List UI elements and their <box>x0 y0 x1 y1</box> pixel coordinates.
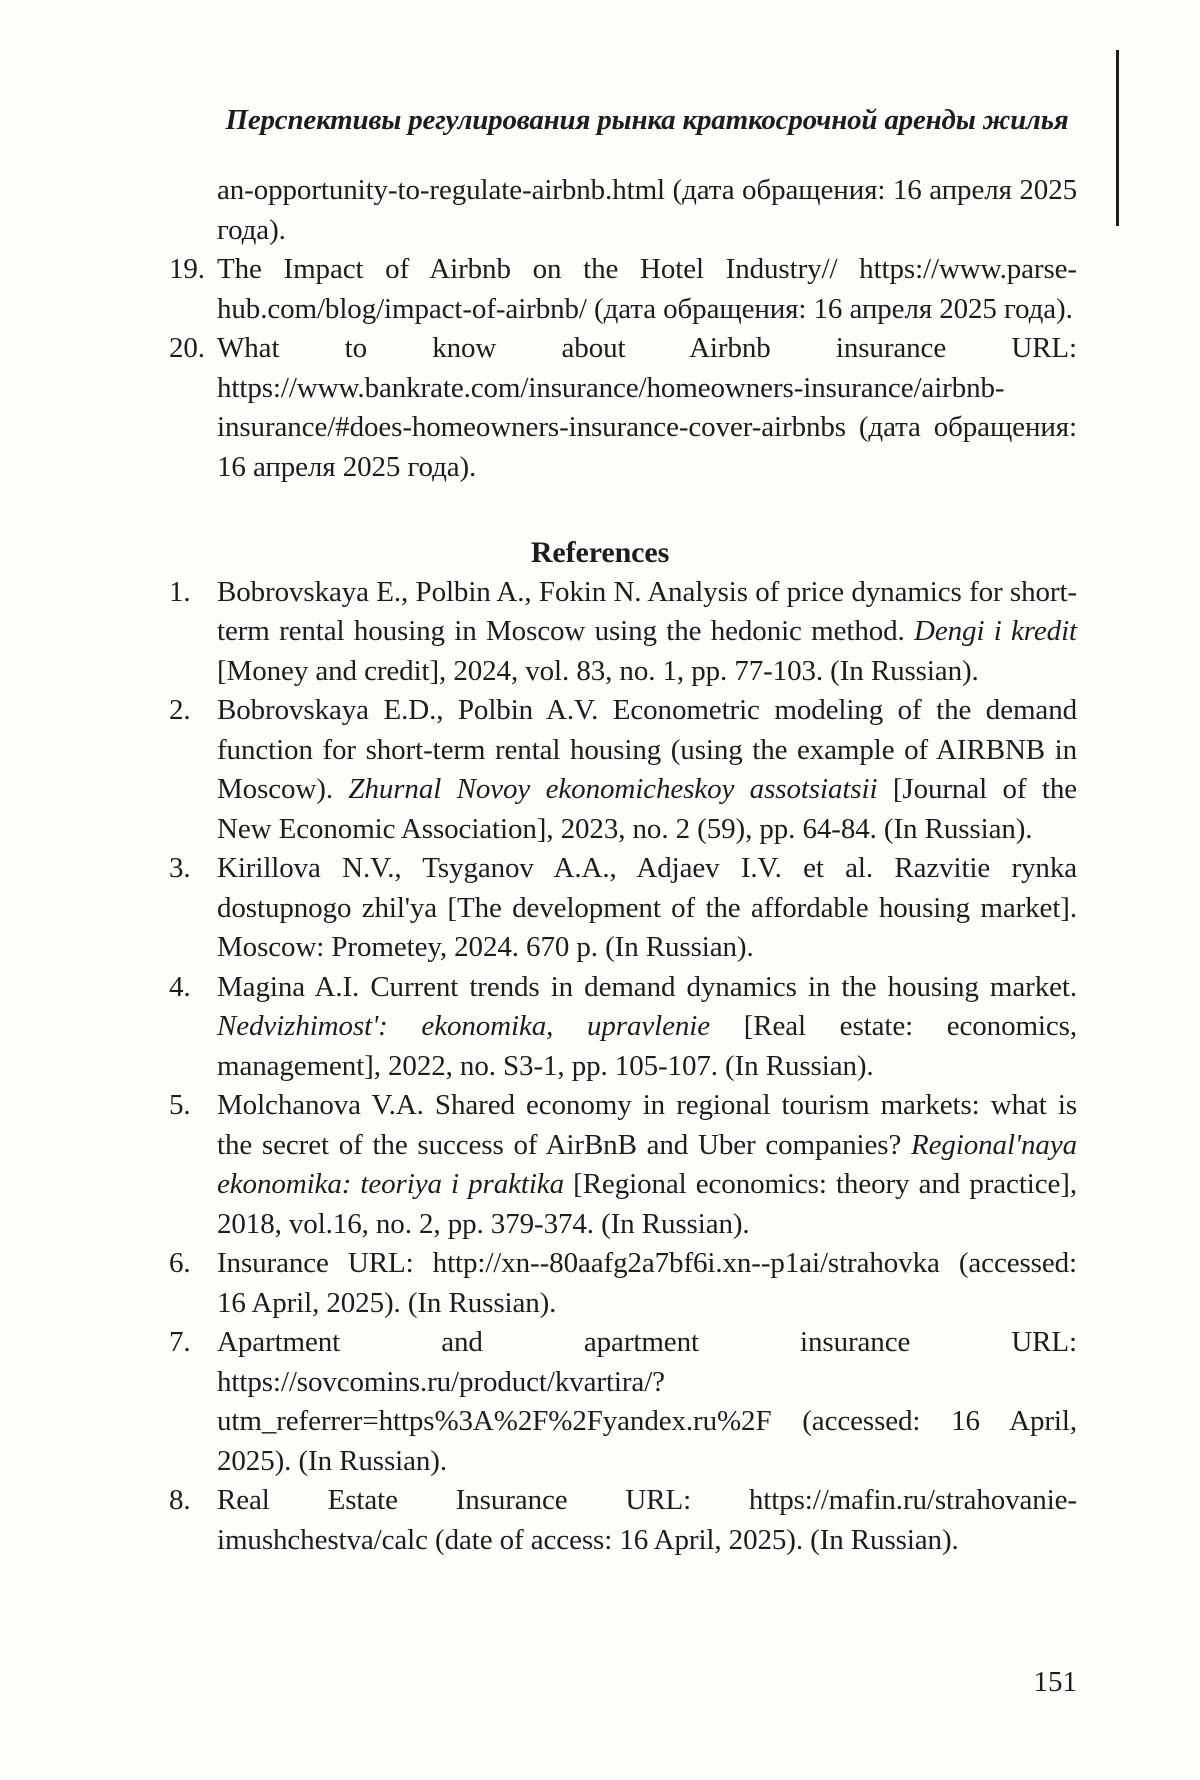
reference-text <box>217 1323 1077 1481</box>
item-text: The Impact of Airbnb on the Hotel Industry// https://www.parse-hub.com/blog/impact-of-airbnb/ (дата обращения: 16 апреля 2025 года). <box>217 253 1077 325</box>
item-number: 20. <box>169 332 205 364</box>
reference-text <box>217 849 1077 968</box>
reference-segment-italic: Zhurnal Novoy ekonomicheskoy assotsiatsii <box>348 773 878 805</box>
carryover-text: an-opportunity-to-regulate-airbnb.html (дата обращения: 16 апреля 2025 года). <box>217 174 1077 246</box>
reference-segment: Bobrovskaya E.D., Polbin A.V. Econometric modeling of the demand function for short-term rental housing (using the example of AIRBNB in Moscow). <box>217 694 1077 805</box>
reference-segment: [Regional economics: theory and practice], 2018, vol.16, no. 2, pp. 379-374. (In Russian). <box>217 1168 1077 1240</box>
reference-segment: Real Estate Insurance URL: https://mafin.ru/strahovanie-imushchestva/calc (date of access: 16 April, 2025). (In Russian). <box>217 1484 1077 1556</box>
bibliography-item-19 <box>169 250 1077 329</box>
reference-text <box>217 691 1077 849</box>
reference-number: 3. <box>169 852 191 884</box>
reference-number: 2. <box>169 694 191 726</box>
reference-text <box>217 573 1077 692</box>
reference-item-5 <box>169 1086 1077 1244</box>
item-text: What to know about Airbnb insurance URL: https://www.bankrate.com/insurance/homeowners-insurance/airbnb-insurance/#does-homeowners-insurance-cover-airbnbs (дата обращения: 16 апреля 2025 года). <box>217 332 1077 483</box>
reference-segment-italic: Nedvizhimost': ekonomika, upravlenie <box>217 1010 710 1042</box>
content <box>169 171 1077 1560</box>
reference-segment: Apartment and apartment insurance URL: https://sovcomins.ru/product/kvartira/?utm_referrer=https%3A%2F%2Fyandex.ru%2F (accessed: 16 April, 2025). (In Russian). <box>217 1326 1077 1477</box>
reference-segment: Magina A.I. Current trends in demand dynamics in the housing market. <box>217 970 1077 1003</box>
reference-item-8 <box>169 1481 1077 1560</box>
reference-segment-italic: Regional'naya ekonomika: teoriya i praktika <box>217 1128 1077 1200</box>
reference-number: 8. <box>169 1484 191 1516</box>
references-heading: References <box>530 536 670 569</box>
reference-number: 1. <box>169 575 191 608</box>
reference-number: 6. <box>169 1247 191 1279</box>
reference-segment: Molchanova V.A. Shared economy in regional tourism markets: what is the secret of the success of AirBnB and Uber companies? <box>217 1089 1077 1161</box>
reference-item-2 <box>169 691 1077 849</box>
bibliography-carryover <box>169 171 1077 250</box>
reference-text <box>217 1086 1077 1244</box>
reference-segment: Kirillova N.V., Tsyganov A.A., Adjaev I.V. et al. Razvitie rynka dostupnogo zhil'ya [The development of the affordable housing market]. Moscow: Prometey, 2024. 670 p. (In Russian). <box>217 852 1077 963</box>
reference-item-4 <box>169 968 1077 1087</box>
reference-item-3 <box>169 849 1077 968</box>
reference-segment: [Money and credit], 2024, vol. 83, no. 1, pp. 77-103. (In Russian). <box>217 654 979 687</box>
reference-item-1 <box>169 573 1077 692</box>
running-head: Перспективы регулирования рынка краткосрочной аренды жилья <box>225 104 1069 136</box>
reference-segment: Bobrovskaya E., Polbin A., Fokin N. Analysis of price dynamics for short-term rental housing in Moscow using the hedonic method. <box>217 575 1077 647</box>
reference-segment-italic: Dengi i kredit <box>914 615 1077 647</box>
reference-number: 4. <box>169 970 191 1003</box>
reference-number: 7. <box>169 1326 191 1358</box>
item-number: 19. <box>169 253 205 285</box>
reference-segment: Insurance URL: http://xn--80aafg2a7bf6i.xn--p1ai/strahovka (accessed: 16 April, 2025). (In Russian). <box>217 1247 1077 1319</box>
reference-text <box>217 968 1077 1087</box>
reference-item-7 <box>169 1323 1077 1481</box>
page-number: 151 <box>1033 1666 1077 1698</box>
margin-rule <box>1116 50 1119 226</box>
reference-item-6 <box>169 1244 1077 1323</box>
reference-segment: [Real estate: economics, management], 2022, no. S3-1, pp. 105-107. (In Russian). <box>217 1010 1077 1082</box>
reference-text <box>217 1244 1077 1323</box>
bibliography-item-20 <box>169 329 1077 487</box>
reference-text <box>217 1481 1077 1560</box>
reference-segment: [Journal of the New Economic Association], 2023, no. 2 (59), pp. 64-84. (In Russian). <box>217 773 1077 845</box>
reference-number: 5. <box>169 1089 191 1121</box>
